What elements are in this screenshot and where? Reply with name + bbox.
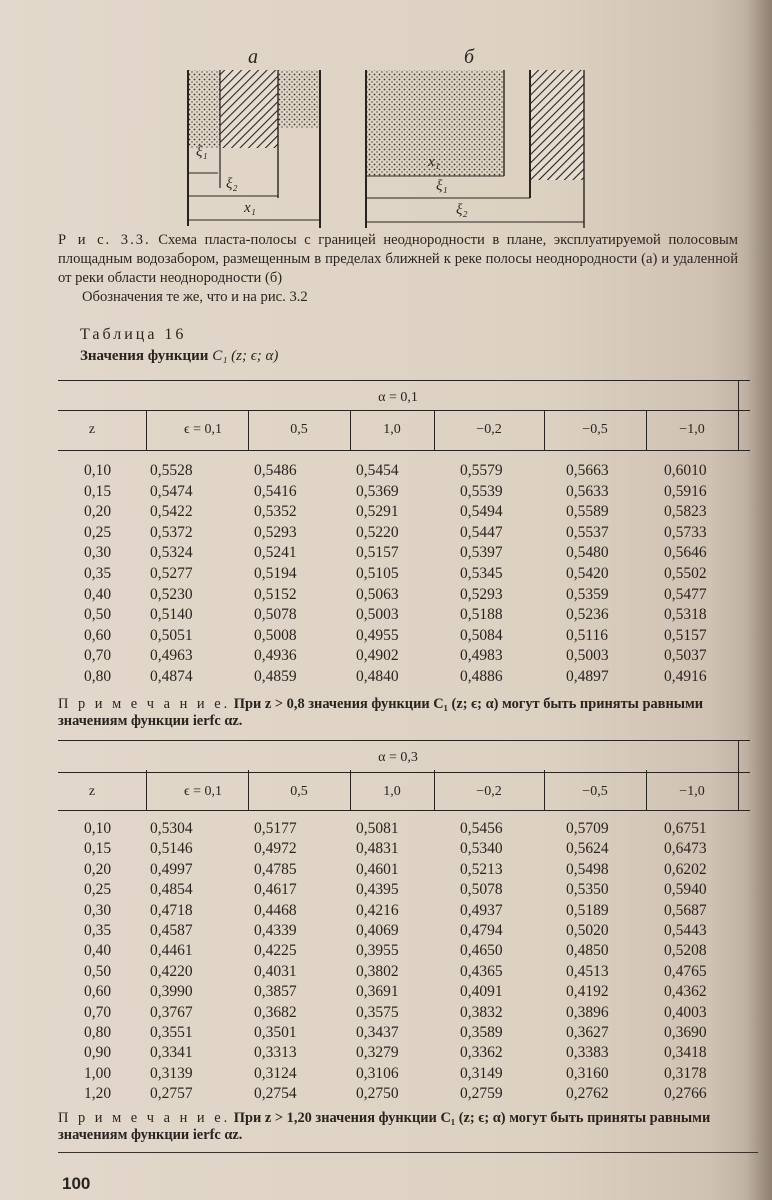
row-z-value: 0,15: [84, 482, 112, 500]
page-number: 100: [62, 1174, 91, 1193]
cell-value: 0,5663: [566, 462, 609, 479]
cell-value: 0,3691: [356, 983, 399, 1001]
cell-value: 0,3106: [356, 1064, 399, 1082]
cell-value: 0,6010: [664, 462, 707, 479]
cell-value: 0,5140: [150, 606, 193, 624]
cell-value: 0,5687: [664, 901, 707, 919]
cell-value: 0,4794: [460, 922, 503, 939]
cell-value: 0,3551: [150, 1024, 193, 1041]
row-z-value: 0,80: [84, 668, 112, 685]
cell-value: 0,5078: [460, 881, 503, 899]
cell-value: 0,3341: [150, 1044, 193, 1062]
cell-value: 0,4916: [664, 668, 707, 685]
table2-header-2: 0,5: [290, 784, 308, 799]
table2-header-1: ϵ = 0,1: [183, 784, 223, 799]
row-z-value: 0,70: [84, 1003, 112, 1021]
cell-value: 0,4220: [150, 962, 193, 980]
cell-value: 0,5486: [254, 462, 297, 479]
table2-header-0: z: [88, 784, 96, 799]
cell-value: 0,5372: [150, 523, 193, 541]
a-hatched-zone: [220, 70, 278, 148]
cell-value: 0,3690: [664, 1024, 707, 1041]
cell-value: 0,3575: [356, 1003, 399, 1021]
table1-header-4: −0,2: [476, 422, 502, 437]
cell-value: 0,5189: [566, 901, 609, 919]
cell-value: 0,4963: [150, 647, 193, 665]
cell-value: 0,5177: [254, 820, 297, 837]
cell-value: 0,5502: [664, 565, 707, 582]
cell-value: 0,5340: [460, 840, 503, 858]
cell-value: 0,3362: [460, 1044, 503, 1062]
cell-value: 0,5369: [356, 482, 399, 500]
cell-value: 0,6473: [664, 840, 707, 858]
cell-value: 0,5474: [150, 482, 193, 500]
cell-value: 0,4587: [150, 922, 193, 939]
table2-note-text: При z > 1,20 значения функции C₁ (z; ϵ; α) могут быть приняты равными значениям функции ierfc αz.: [58, 1110, 711, 1143]
cell-value: 0,5220: [356, 523, 399, 541]
cell-value: 0,3124: [254, 1064, 297, 1082]
figure-caption: [58, 231, 738, 307]
cell-value: 0,5494: [460, 503, 503, 521]
cell-value: 0,4003: [664, 1003, 707, 1021]
cell-value: 0,5416: [254, 482, 297, 500]
row-z-value: 0,40: [84, 942, 112, 960]
table2-alpha: α = 0,3: [378, 750, 418, 765]
cell-value: 0,5081: [356, 820, 399, 837]
table-subtitle-func: C₁ (z; ϵ; α): [212, 348, 279, 364]
cell-value: 0,3418: [664, 1044, 707, 1062]
cell-value: 0,3589: [460, 1024, 503, 1041]
cell-value: 0,5589: [566, 503, 609, 521]
cell-value: 0,5422: [150, 503, 193, 521]
caption-text: Схема пласта-полосы с границей неоднородности в плане, эксплуатируемой полосовым площадным водозабором, размещенным в пределах ближней к реке полосы неоднородности (а) и удаленной от реки области неоднородности (б): [58, 232, 739, 286]
cell-value: 0,5498: [566, 860, 609, 878]
cell-value: 0,4216: [356, 901, 399, 919]
cell-value: 0,3767: [150, 1003, 193, 1021]
cell-value: 0,5528: [150, 462, 193, 479]
cell-value: 0,4955: [356, 626, 399, 644]
cell-value: 0,4854: [150, 881, 193, 899]
cell-value: 0,2759: [460, 1085, 503, 1103]
cell-value: 0,5352: [254, 503, 297, 521]
cell-value: 0,4831: [356, 840, 399, 858]
cell-value: 0,4897: [566, 668, 609, 685]
table1-header-0: z: [88, 422, 96, 437]
cell-value: 0,2762: [566, 1085, 609, 1103]
figure-3-3: [178, 48, 618, 230]
row-z-value: 1,20: [84, 1085, 112, 1103]
cell-value: 0,3149: [460, 1064, 503, 1082]
table1-header-6: −1,0: [679, 422, 705, 437]
cell-value: 0,5318: [664, 606, 707, 624]
cell-value: 0,4192: [566, 983, 609, 1001]
cell-value: 0,5293: [254, 523, 297, 541]
cell-value: 0,5194: [254, 565, 297, 582]
cell-value: 0,5208: [664, 942, 707, 960]
a-dotted-strip: [188, 70, 220, 148]
cell-value: 0,3832: [460, 1003, 503, 1021]
cell-value: 0,4031: [254, 962, 297, 980]
cell-value: 0,3682: [254, 1003, 297, 1021]
cell-value: 0,5537: [566, 523, 609, 541]
cell-value: 0,5063: [356, 585, 399, 603]
cell-value: 0,2766: [664, 1085, 707, 1103]
cell-value: 0,4468: [254, 901, 297, 919]
row-z-value: 0,20: [84, 860, 112, 878]
a-x1-label: x₁: [244, 200, 256, 216]
cell-value: 0,5293: [460, 585, 503, 603]
table-title: Таблица 16: [80, 326, 187, 343]
cell-value: 0,2750: [356, 1085, 399, 1103]
cell-value: 0,5420: [566, 565, 609, 582]
b-xi1-label: ξ₁: [436, 178, 448, 194]
cell-value: 0,5188: [460, 606, 503, 624]
cell-value: 0,5916: [664, 482, 707, 500]
cell-value: 0,5003: [566, 647, 609, 665]
cell-value: 0,5241: [254, 544, 297, 562]
table-subtitle-text: Значения функции: [80, 348, 209, 364]
cell-value: 0,5646: [664, 544, 707, 562]
figure-label-a: а: [248, 46, 258, 68]
cell-value: 0,4785: [254, 860, 297, 878]
cell-value: 0,5456: [460, 820, 503, 837]
cell-value: 0,3437: [356, 1024, 399, 1041]
b-x1-label: x₁: [428, 154, 440, 170]
a-xi1-label: ξ₁: [196, 144, 208, 160]
cell-value: 0,5823: [664, 503, 707, 521]
row-z-value: 0,10: [84, 462, 112, 479]
row-z-value: 0,80: [84, 1024, 112, 1041]
cell-value: 0,3139: [150, 1064, 193, 1082]
cell-value: 0,5277: [150, 565, 193, 582]
cell-value: 0,3627: [566, 1024, 609, 1041]
cell-value: 0,6202: [664, 860, 707, 878]
table1-header-5: −0,5: [582, 422, 608, 437]
cell-value: 0,3802: [356, 962, 399, 980]
cell-value: 0,4718: [150, 901, 193, 919]
row-z-value: 0,35: [84, 922, 112, 939]
cell-value: 0,4617: [254, 881, 297, 899]
cell-value: 0,5709: [566, 820, 609, 837]
cell-value: 0,3501: [254, 1024, 297, 1041]
cell-value: 0,4840: [356, 668, 399, 685]
cell-value: 0,4937: [460, 901, 503, 919]
cell-value: 0,4859: [254, 668, 297, 685]
table2-header-3: 1,0: [383, 784, 401, 799]
caption-sub: Обозначения те же, что и на рис. 3.2: [82, 289, 308, 305]
row-z-value: 0,50: [84, 962, 112, 980]
cell-value: 0,4972: [254, 840, 297, 858]
row-z-value: 1,00: [84, 1064, 112, 1082]
row-z-value: 0,60: [84, 983, 112, 1001]
table2-header-5: −0,5: [582, 784, 608, 799]
table1-header-1: ϵ = 0,1: [183, 422, 223, 437]
cell-value: 0,5236: [566, 606, 609, 624]
cell-value: 0,5345: [460, 565, 503, 582]
table-alpha-0-1: [58, 378, 750, 688]
cell-value: 0,4997: [150, 860, 193, 878]
table2-header-4: −0,2: [476, 784, 502, 799]
table2-note: [58, 1110, 742, 1144]
cell-value: 0,3178: [664, 1064, 707, 1082]
cell-value: 0,5324: [150, 544, 193, 562]
cell-value: 0,4339: [254, 922, 297, 939]
cell-value: 0,3383: [566, 1044, 609, 1062]
cell-value: 0,5304: [150, 820, 193, 837]
row-z-value: 0,40: [84, 585, 112, 603]
b-hatched-zone: [530, 70, 584, 180]
table-subtitle: [80, 348, 278, 365]
cell-value: 0,3896: [566, 1003, 609, 1021]
cell-value: 0,3857: [254, 983, 297, 1001]
cell-value: 0,3990: [150, 983, 193, 1001]
cell-value: 0,4513: [566, 962, 609, 980]
cell-value: 0,4902: [356, 647, 399, 665]
cell-value: 0,4069: [356, 922, 399, 939]
table2-note-lead: П р и м е ч а н и е.: [58, 1110, 231, 1126]
cell-value: 0,5447: [460, 523, 503, 541]
row-z-value: 0,60: [84, 626, 112, 644]
cell-value: 0,3279: [356, 1044, 399, 1062]
cell-value: 0,5443: [664, 922, 707, 939]
cell-value: 0,2754: [254, 1085, 297, 1103]
row-z-value: 0,25: [84, 523, 112, 541]
cell-value: 0,5008: [254, 626, 297, 644]
cell-value: 0,5105: [356, 565, 399, 582]
cell-value: 0,5480: [566, 544, 609, 562]
cell-value: 0,5579: [460, 462, 503, 479]
row-z-value: 0,15: [84, 840, 112, 858]
cell-value: 0,4650: [460, 942, 503, 960]
cell-value: 0,5152: [254, 585, 297, 603]
cell-value: 0,4091: [460, 983, 503, 1001]
cell-value: 0,3160: [566, 1064, 609, 1082]
cell-value: 0,5213: [460, 860, 503, 878]
cell-value: 0,5624: [566, 840, 609, 858]
cell-value: 0,5359: [566, 585, 609, 603]
cell-value: 0,4461: [150, 942, 193, 960]
row-z-value: 0,70: [84, 647, 112, 665]
cell-value: 0,4850: [566, 942, 609, 960]
cell-value: 0,5146: [150, 840, 193, 858]
cell-value: 0,4983: [460, 647, 503, 665]
cell-value: 0,2757: [150, 1085, 193, 1103]
cell-value: 0,5397: [460, 544, 503, 562]
table1-alpha: α = 0,1: [378, 390, 418, 405]
cell-value: 0,5037: [664, 647, 707, 665]
table1-note: [58, 696, 742, 730]
table1-note-text: При z > 0,8 значения функции C₁ (z; ϵ; α) могут быть приняты равными значениям функции ierfc αz.: [58, 696, 704, 729]
a-dotted-right: [278, 70, 320, 128]
cell-value: 0,5291: [356, 503, 399, 521]
cell-value: 0,5230: [150, 585, 193, 603]
cell-value: 0,5454: [356, 462, 399, 479]
cell-value: 0,3955: [356, 942, 399, 960]
cell-value: 0,4936: [254, 647, 297, 665]
row-z-value: 0,90: [84, 1044, 112, 1062]
cell-value: 0,4765: [664, 962, 707, 980]
cell-value: 0,5633: [566, 482, 609, 500]
b-xi2-label: ξ₂: [456, 202, 468, 218]
cell-value: 0,5020: [566, 922, 609, 939]
cell-value: 0,4362: [664, 983, 707, 1001]
cell-value: 0,5940: [664, 881, 707, 899]
cell-value: 0,4225: [254, 942, 297, 960]
cell-value: 0,4395: [356, 881, 399, 899]
row-z-value: 0,20: [84, 503, 112, 521]
cell-value: 0,4886: [460, 668, 503, 685]
cell-value: 0,4365: [460, 962, 503, 980]
table2-header-6: −1,0: [679, 784, 705, 799]
cell-value: 0,5733: [664, 523, 707, 541]
table1-header-3: 1,0: [383, 422, 401, 437]
row-z-value: 0,10: [84, 820, 112, 837]
table1-header-2: 0,5: [290, 422, 308, 437]
row-z-value: 0,50: [84, 606, 112, 624]
cell-value: 0,4874: [150, 668, 193, 685]
cell-value: 0,5157: [664, 626, 707, 644]
figure-label-b: б: [464, 46, 475, 68]
cell-value: 0,5477: [664, 585, 707, 603]
bottom-rule: [58, 1152, 758, 1153]
cell-value: 0,5084: [460, 626, 503, 644]
table-alpha-0-3: [58, 738, 750, 1103]
row-z-value: 0,25: [84, 881, 112, 899]
cell-value: 0,6751: [664, 820, 707, 837]
cell-value: 0,3313: [254, 1044, 297, 1062]
cell-value: 0,5350: [566, 881, 609, 899]
cell-value: 0,5157: [356, 544, 399, 562]
row-z-value: 0,30: [84, 901, 112, 919]
cell-value: 0,5116: [566, 626, 609, 644]
row-z-value: 0,35: [84, 565, 112, 582]
cell-value: 0,5078: [254, 606, 297, 624]
a-xi2-label: ξ₂: [226, 176, 238, 192]
cell-value: 0,5051: [150, 626, 193, 644]
caption-lead: Р и с. 3.3.: [58, 232, 151, 248]
cell-value: 0,5003: [356, 606, 399, 624]
cell-value: 0,4601: [356, 860, 399, 878]
row-z-value: 0,30: [84, 544, 112, 562]
cell-value: 0,5539: [460, 482, 503, 500]
table1-note-lead: П р и м е ч а н и е.: [58, 696, 231, 712]
